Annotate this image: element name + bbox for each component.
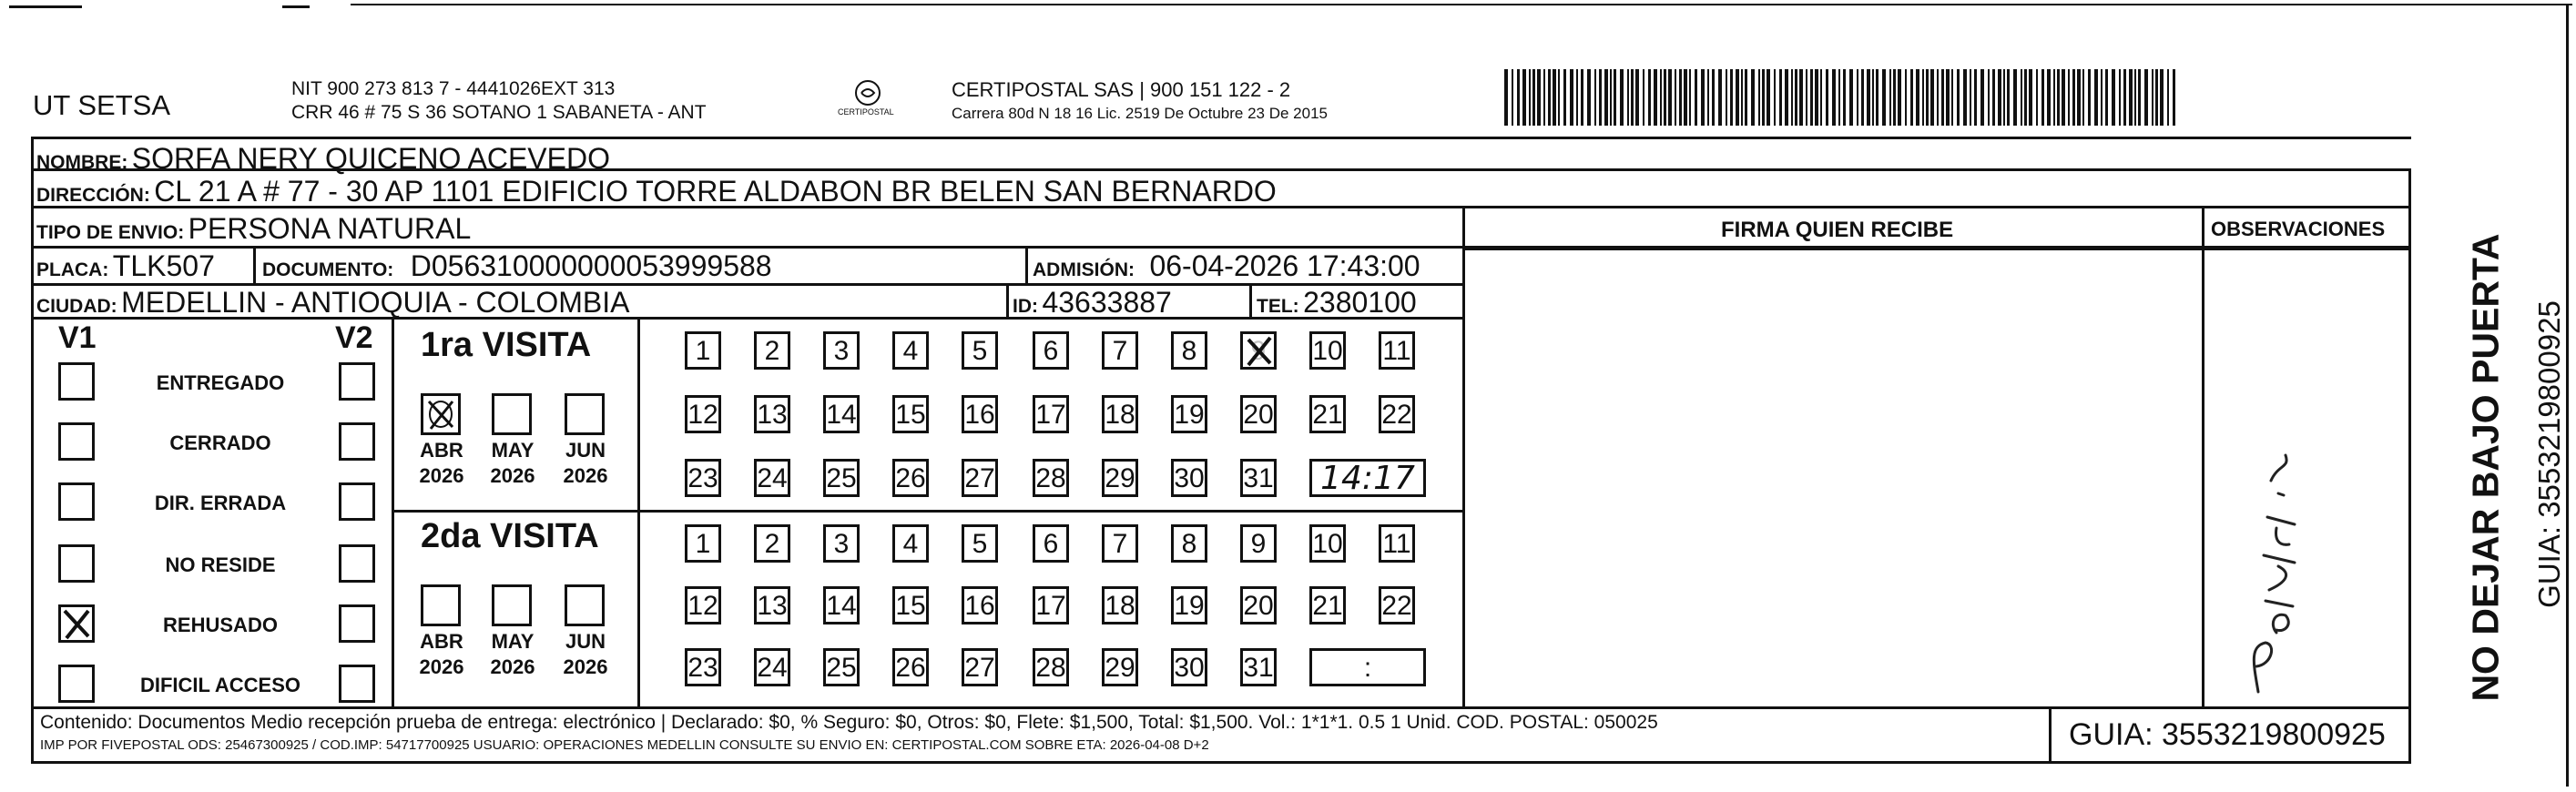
day-box[interactable]: 22: [1379, 586, 1415, 624]
nombre-value: SORFA NERY QUICENO ACEVEDO: [131, 142, 610, 175]
barcode-bar: [1576, 69, 1578, 126]
day-box[interactable]: 11: [1379, 524, 1415, 563]
day-box[interactable]: [1240, 331, 1277, 370]
barcode-bar: [2007, 69, 2010, 126]
ciudad-value: MEDELLIN - ANTIOQUIA - COLOMBIA: [121, 286, 630, 319]
barcode-bar: [1992, 69, 1995, 126]
status-label: ENTREGADO: [156, 371, 285, 394]
day-box[interactable]: 21: [1309, 586, 1346, 624]
v2-checkbox[interactable]: [339, 422, 375, 461]
admision-label: ADMISIÓN:: [1033, 259, 1135, 280]
nombre-row: [36, 142, 610, 176]
barcode-bar: [1762, 69, 1765, 126]
day-box[interactable]: 1: [685, 331, 721, 370]
day-box[interactable]: 16: [962, 395, 998, 433]
barcode-bar: [1867, 69, 1870, 126]
col-divider-obs-header: [1462, 249, 2411, 250]
barcode-bar: [1957, 69, 1960, 126]
barcode-bar: [1668, 69, 1672, 126]
ciudad-row: [36, 286, 629, 320]
tel-row: [1257, 286, 1417, 320]
barcode-bar: [2173, 69, 2175, 126]
observation-handwriting: [2222, 437, 2331, 701]
id-value: 43633887: [1042, 286, 1172, 319]
day-box[interactable]: 27: [962, 648, 998, 686]
logo-caption: CERTIPOSTAL: [838, 107, 894, 117]
company-name: UT SETSA: [33, 89, 171, 121]
barcode-bar: [1745, 69, 1747, 126]
nit-line: NIT 900 273 813 7 - 4441026EXT 313: [291, 78, 616, 99]
visit-divider: [392, 510, 1462, 513]
barcode-bar: [1799, 69, 1803, 126]
day-box[interactable]: 21: [1309, 395, 1346, 433]
barcode-bar: [1849, 69, 1853, 126]
barcode-bar: [2041, 69, 2044, 126]
barcode-bar: [1563, 69, 1566, 126]
barcode-bar: [1730, 69, 1733, 126]
barcode-bar: [1926, 69, 1929, 126]
barcode-bar: [2123, 69, 2126, 126]
barcode-bar: [1889, 69, 1891, 126]
first-visit-label: 1ra VISITA: [421, 326, 592, 364]
day-box[interactable]: 15: [892, 586, 929, 624]
barcode-bar: [1558, 69, 1560, 126]
day-box[interactable]: 10: [1309, 524, 1346, 563]
day-box[interactable]: 8: [1171, 524, 1207, 563]
barcode-bar: [1951, 69, 1953, 126]
barcode-bar: [1963, 69, 1967, 126]
direccion-row: [36, 175, 1277, 208]
month-checkbox[interactable]: [421, 584, 461, 626]
day-box[interactable]: 7: [1102, 331, 1138, 370]
barcode-bar: [1689, 69, 1691, 126]
barcode-bar: [1701, 69, 1705, 126]
barcode-bar: [2029, 69, 2032, 126]
barcode-bar: [1872, 69, 1874, 126]
barcode-bar: [2101, 69, 2103, 126]
footer-imp: IMP POR FIVEPOSTAL ODS: 25467300925 / COD.IMP: 54717700925 USUARIO: OPERACIONES MEDELLIN CONSULTE SU ENVIO EN: CERTIPOSTAL.COM SOBRE ETA: 2026-04-08 D+2: [40, 737, 1209, 753]
barcode-bar: [1570, 69, 1573, 126]
barcode-bar: [1664, 69, 1666, 126]
day-box[interactable]: 30: [1171, 648, 1207, 686]
day-box[interactable]: 17: [1033, 586, 1069, 624]
year-label: 2026: [490, 464, 535, 487]
day-box[interactable]: 31: [1240, 459, 1277, 497]
footer-guia: GUIA: 3553219800925: [2069, 717, 2386, 752]
day-box[interactable]: 6: [1033, 524, 1069, 563]
month-checkbox[interactable]: [565, 584, 605, 626]
barcode-bar: [1599, 69, 1602, 126]
scan-mark: [9, 5, 82, 8]
day-box[interactable]: 4: [892, 524, 929, 563]
barcode-bar: [2112, 69, 2115, 126]
barcode-bar: [1974, 69, 1977, 126]
barcode-bar: [2024, 69, 2027, 126]
barcode-bar: [2013, 69, 2017, 126]
barcode-bar: [1684, 69, 1687, 126]
barcode-bar: [2082, 69, 2084, 126]
barcode-bar: [2062, 69, 2065, 126]
barcode-bar: [1946, 69, 1950, 126]
month-checkbox[interactable]: [492, 393, 532, 435]
status-label: NO RESIDE: [165, 553, 276, 576]
barcode-bar: [1857, 69, 1858, 126]
day-box[interactable]: 29: [1102, 648, 1138, 686]
day-box[interactable]: 28: [1033, 459, 1069, 497]
tipo-row: [36, 212, 471, 246]
day-box[interactable]: 9: [1240, 524, 1277, 563]
barcode-bar: [1785, 69, 1788, 126]
barcode-bar: [2094, 69, 2098, 126]
barcode-bar: [1631, 69, 1634, 126]
month-checkbox[interactable]: [421, 393, 461, 435]
day-box[interactable]: 25: [823, 648, 860, 686]
barcode-bar: [2068, 69, 2070, 126]
day-box[interactable]: 5: [962, 524, 998, 563]
day-box[interactable]: 20: [1240, 395, 1277, 433]
side-guia: GUIA: 3553219800925: [2532, 300, 2566, 608]
address-line: CRR 46 # 75 S 36 SOTANO 1 SABANETA - ANT: [291, 102, 707, 123]
tipo-value: PERSONA NATURAL: [188, 212, 472, 245]
barcode-bar: [1718, 69, 1722, 126]
barcode-bar: [1930, 69, 1934, 126]
barcode-bar: [2003, 69, 2005, 126]
day-box[interactable]: 3: [823, 524, 860, 563]
v1-checkbox[interactable]: [58, 422, 95, 461]
day-box[interactable]: 31: [1240, 648, 1277, 686]
barcode-bar: [1594, 69, 1596, 126]
placa-value: TLK507: [112, 249, 215, 282]
day-box[interactable]: 26: [892, 648, 929, 686]
col-divider-admision: [1025, 246, 1028, 283]
row-divider: [31, 706, 2411, 709]
barcode-bar: [1905, 69, 1907, 126]
barcode-bar: [1604, 69, 1608, 126]
day-box[interactable]: 3: [823, 331, 860, 370]
v1-label: V1: [58, 320, 97, 355]
scan-mark: [351, 4, 2572, 5]
day-box[interactable]: 1: [685, 524, 721, 563]
barcode-bar: [1861, 69, 1864, 126]
barcode-bar: [1774, 69, 1776, 126]
barcode-bar: [1712, 69, 1715, 126]
barcode-bar: [1988, 69, 1990, 126]
tel-label: TEL:: [1257, 296, 1299, 317]
barcode-bar: [1893, 69, 1896, 126]
barcode-bar: [2144, 69, 2148, 126]
barcode-bar: [1795, 69, 1797, 126]
v2-checkbox[interactable]: [339, 604, 375, 643]
barcode-bar: [2053, 69, 2055, 126]
license-line: Carrera 80d N 18 16 Lic. 2519 De Octubre 23 De 2015: [952, 105, 1328, 122]
barcode-bar: [1553, 69, 1556, 126]
barcode-bar: [1826, 69, 1828, 126]
v2-checkbox[interactable]: [339, 482, 375, 521]
day-box[interactable]: 28: [1033, 648, 1069, 686]
form-border-bottom: [31, 761, 2411, 764]
placa-row: [36, 249, 215, 283]
v1-checkbox[interactable]: [58, 544, 95, 583]
day-box[interactable]: 4: [892, 331, 929, 370]
barcode-bar: [1843, 69, 1846, 126]
barcode-bar: [2057, 69, 2060, 126]
placa-label: PLACA:: [36, 259, 109, 280]
day-box[interactable]: 24: [754, 459, 790, 497]
status-label: DIR. ERRADA: [154, 492, 287, 514]
year-label: 2026: [419, 655, 464, 678]
v1-checkbox[interactable]: [58, 665, 95, 703]
month-label: MAY: [491, 630, 535, 653]
barcode-bar: [1882, 69, 1886, 126]
observaciones-header: OBSERVACIONES: [2211, 218, 2386, 240]
day-box[interactable]: 6: [1033, 331, 1069, 370]
barcode-bar: [2119, 69, 2121, 126]
day-box[interactable]: 23: [685, 648, 721, 686]
status-label: REHUSADO: [163, 614, 278, 636]
form-border-top: [31, 137, 2411, 139]
year-label: 2026: [563, 464, 608, 487]
day-box[interactable]: 8: [1171, 331, 1207, 370]
day-number: 9: [1250, 336, 1267, 366]
year-label: 2026: [563, 655, 608, 678]
barcode-bar: [2167, 69, 2169, 126]
v1-checkbox[interactable]: [58, 604, 95, 643]
barcode-bar: [2160, 69, 2164, 126]
day-box[interactable]: 15: [892, 395, 929, 433]
documento-row: [262, 249, 772, 283]
footer-contenido: Contenido: Documentos Medio recepción prueba de entrega: electrónico | Declarado: $0, % Seguro: $0, Otros: $0, Flete: $1,500, Total: $1,500. Vol.: 1*1*1. 0.5 1 Unid. COD. POSTAL: 050025: [40, 712, 1658, 733]
status-label: CERRADO: [169, 432, 271, 454]
day-box[interactable]: 19: [1171, 395, 1207, 433]
carrier-line: CERTIPOSTAL SAS | 900 151 122 - 2: [952, 78, 1291, 101]
barcode-bar: [1532, 69, 1535, 126]
col-divider-tel: [1249, 283, 1252, 317]
barcode-bar: [2088, 69, 2091, 126]
year-label: 2026: [419, 464, 464, 487]
day-box[interactable]: 13: [754, 586, 790, 624]
status-label: DIFICIL ACCESO: [139, 674, 300, 696]
month-label: JUN: [565, 630, 606, 653]
barcode-bar: [2072, 69, 2075, 126]
barcode-bar: [1810, 69, 1813, 126]
barcode-bar: [1695, 69, 1697, 126]
barcode-bar: [1543, 69, 1545, 126]
day-box[interactable]: 29: [1102, 459, 1138, 497]
barcode-bar: [1838, 69, 1840, 126]
barcode-bar: [2021, 69, 2022, 126]
second-visit-label: 2da VISITA: [421, 517, 599, 555]
month-checkbox[interactable]: [492, 584, 532, 626]
barcode-bar: [1517, 69, 1520, 126]
barcode-bar: [1635, 69, 1639, 126]
v2-label: V2: [335, 320, 373, 355]
barcode-bar: [1815, 69, 1818, 126]
barcode-bar: [1548, 69, 1551, 126]
day-box[interactable]: 30: [1171, 459, 1207, 497]
barcode-bar: [2152, 69, 2153, 126]
day-box[interactable]: 2: [754, 331, 790, 370]
month-label: MAY: [491, 439, 535, 462]
observation-text: [2222, 437, 2225, 438]
day-box[interactable]: 18: [1102, 586, 1138, 624]
barcode-bar: [1980, 69, 1984, 126]
footer-divider: [2049, 706, 2052, 763]
barcode-bar: [1675, 69, 1676, 126]
day-box[interactable]: 11: [1379, 331, 1415, 370]
barcode-bar: [1679, 69, 1682, 126]
v2-checkbox[interactable]: [339, 544, 375, 583]
day-box[interactable]: 12: [685, 586, 721, 624]
barcode-bar: [1522, 69, 1526, 126]
barcode-bar: [1726, 69, 1727, 126]
firma-header: FIRMA QUIEN RECIBE: [1721, 218, 1954, 242]
barcode-bar: [1922, 69, 1924, 126]
barcode-bar: [1998, 69, 2001, 126]
barcode: [1502, 69, 2181, 126]
day-box[interactable]: 7: [1102, 524, 1138, 563]
day-box[interactable]: 10: [1309, 331, 1346, 370]
barcode-bar: [1736, 69, 1739, 126]
barcode-bar: [1529, 69, 1531, 126]
day-box[interactable]: 5: [962, 331, 998, 370]
barcode-bar: [1660, 69, 1662, 126]
form-border-right: [2408, 168, 2411, 763]
barcode-bar: [1898, 69, 1901, 126]
day-box[interactable]: 12: [685, 395, 721, 433]
barcode-bar: [1832, 69, 1836, 126]
barcode-bar: [1758, 69, 1760, 126]
barcode-bar: [1751, 69, 1755, 126]
col-divider-obs: [2202, 206, 2204, 708]
day-box[interactable]: 13: [754, 395, 790, 433]
form-border-left: [31, 137, 34, 763]
barcode-bar: [1620, 69, 1624, 126]
barcode-bar: [1654, 69, 1657, 126]
barcode-bar: [2047, 69, 2051, 126]
documento-value: D056310000000053999588: [410, 249, 772, 282]
day-box[interactable]: 16: [962, 586, 998, 624]
v1-checkbox[interactable]: [58, 362, 95, 401]
col-divider-id: [1006, 283, 1009, 317]
barcode-bar: [1910, 69, 1913, 126]
barcode-bar: [1970, 69, 1971, 126]
documento-label: DOCUMENTO:: [262, 259, 394, 280]
barcode-bar: [1537, 69, 1541, 126]
day-box[interactable]: 23: [685, 459, 721, 497]
barcode-bar: [1581, 69, 1583, 126]
day-box[interactable]: 14: [823, 586, 860, 624]
ciudad-label: CIUDAD:: [36, 296, 117, 317]
id-row: [1013, 286, 1172, 320]
month-checkbox[interactable]: [565, 393, 605, 435]
barcode-bar: [1941, 69, 1944, 126]
day-box[interactable]: 26: [892, 459, 929, 497]
barcode-bar: [2155, 69, 2158, 126]
barcode-bar: [1512, 69, 1513, 126]
admision-value: 06-04-2026 17:43:00: [1149, 249, 1420, 282]
time-box[interactable]: 14:17: [1309, 459, 1426, 497]
v2-checkbox[interactable]: [339, 665, 375, 703]
month-label: JUN: [565, 439, 606, 462]
barcode-bar: [1614, 69, 1616, 126]
day-box[interactable]: 14: [823, 395, 860, 433]
day-box[interactable]: 25: [823, 459, 860, 497]
barcode-bar: [1707, 69, 1709, 126]
barcode-bar: [1876, 69, 1879, 126]
direccion-label: DIRECCIÓN:: [36, 185, 150, 206]
side-warning: NO DEJAR BAJO PUERTA: [2464, 233, 2507, 702]
barcode-bar: [1767, 69, 1770, 126]
v2-checkbox[interactable]: [339, 362, 375, 401]
barcode-bar: [1648, 69, 1651, 126]
barcode-bar: [1610, 69, 1612, 126]
v1-checkbox[interactable]: [58, 482, 95, 521]
barcode-bar: [2036, 69, 2038, 126]
barcode-bar: [1504, 69, 1508, 126]
admision-row: [1033, 249, 1420, 283]
barcode-bar: [2077, 69, 2081, 126]
barcode-bar: [2129, 69, 2133, 126]
day-box[interactable]: 2: [754, 524, 790, 563]
col-divider-placa: [253, 246, 256, 283]
barcode-bar: [2134, 69, 2136, 126]
year-label: 2026: [490, 655, 535, 678]
barcode-bar: [1779, 69, 1782, 126]
day-box[interactable]: 17: [1033, 395, 1069, 433]
barcode-bar: [1791, 69, 1793, 126]
barcode-bar: [1627, 69, 1629, 126]
barcode-bar: [2138, 69, 2141, 126]
barcode-bar: [1937, 69, 1939, 126]
barcode-bar: [1643, 69, 1644, 126]
barcode-bar: [2105, 69, 2108, 126]
nombre-label: NOMBRE:: [36, 152, 128, 173]
certipostal-logo: [836, 76, 900, 122]
barcode-bar: [1820, 69, 1822, 126]
day-box[interactable]: 18: [1102, 395, 1138, 433]
barcode-bar: [1587, 69, 1591, 126]
time-box[interactable]: :: [1309, 648, 1426, 686]
id-label: ID:: [1013, 296, 1038, 317]
col-divider-firma: [1462, 206, 1465, 708]
barcode-bar: [1806, 69, 1807, 126]
direccion-value: CL 21 A # 77 - 30 AP 1101 EDIFICIO TORRE ALDABON BR BELEN SAN BERNARDO: [154, 175, 1277, 208]
scan-mark: [282, 5, 310, 8]
tipo-label: TIPO DE ENVIO:: [36, 222, 185, 243]
tel-value: 2380100: [1303, 286, 1417, 319]
day-box[interactable]: 19: [1171, 586, 1207, 624]
day-box[interactable]: 27: [962, 459, 998, 497]
month-label: ABR: [420, 439, 463, 462]
barcode-bar: [1916, 69, 1919, 126]
day-box[interactable]: 24: [754, 648, 790, 686]
day-box[interactable]: 22: [1379, 395, 1415, 433]
month-label: ABR: [420, 630, 463, 653]
day-box[interactable]: 20: [1240, 586, 1277, 624]
barcode-bar: [1741, 69, 1743, 126]
